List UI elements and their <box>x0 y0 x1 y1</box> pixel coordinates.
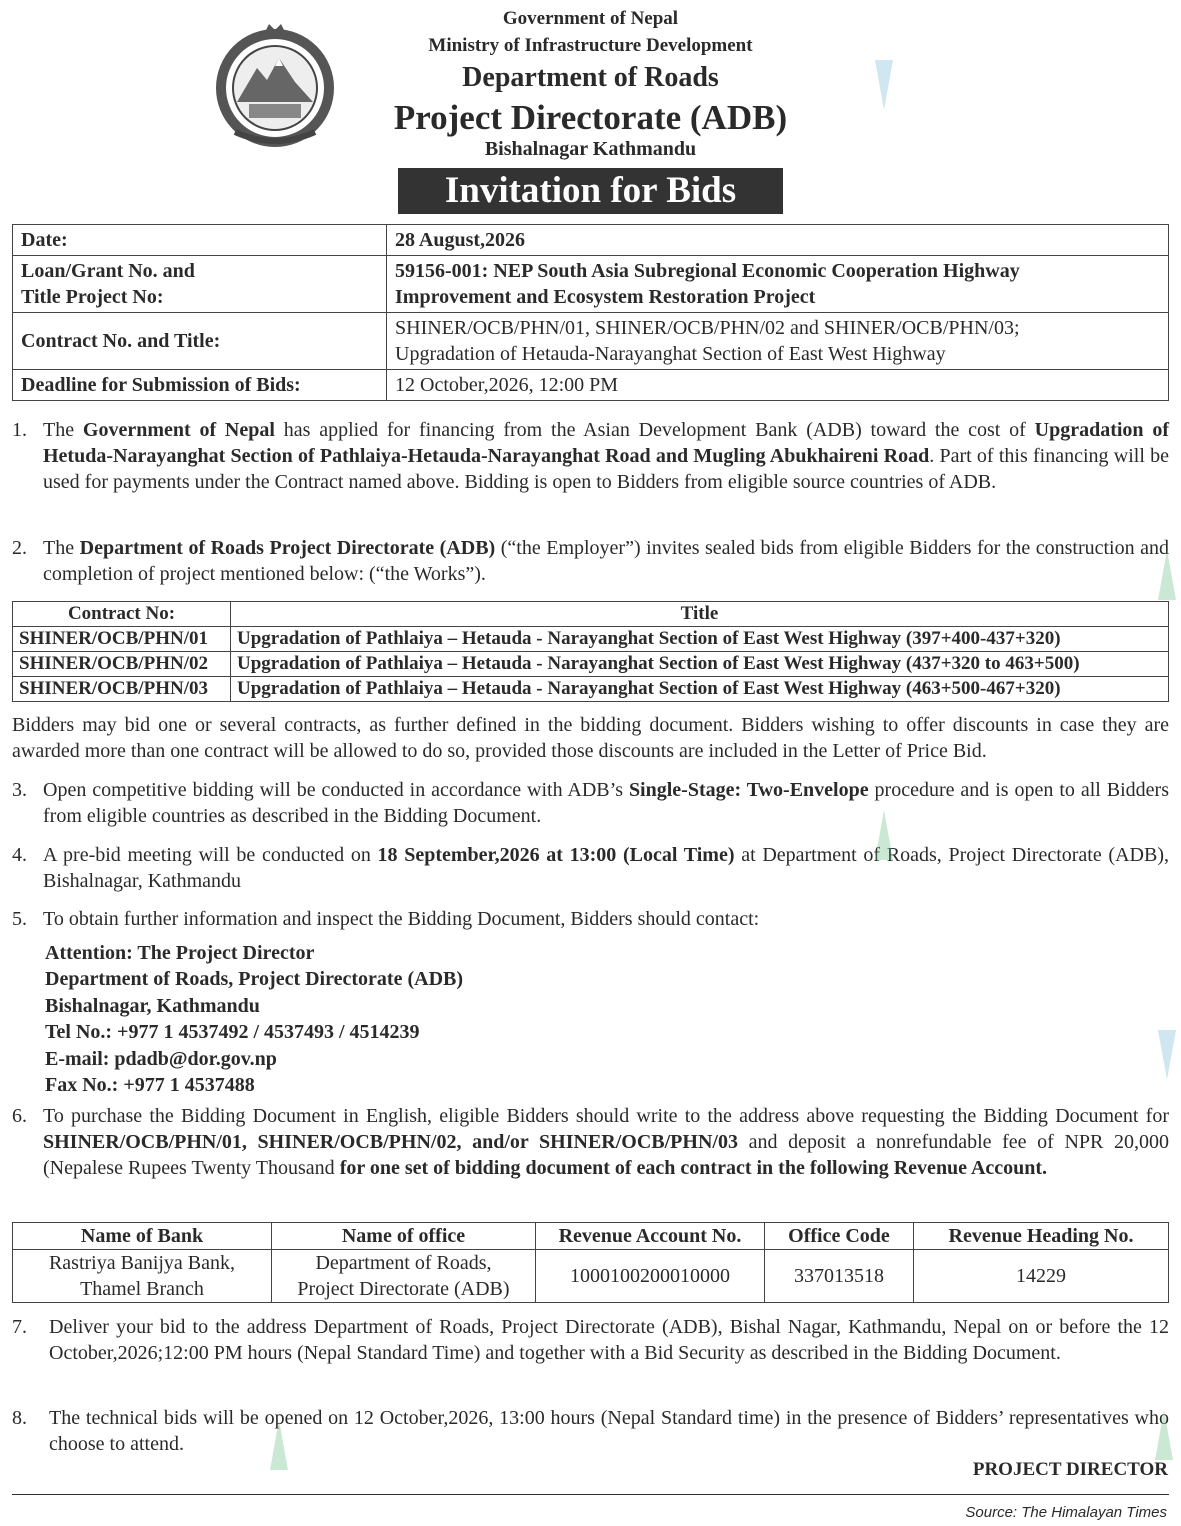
contract-no-cell: SHINER/OCB/PHN/03 <box>13 677 231 702</box>
paragraph-text <box>43 777 1169 829</box>
contact-address: Bishalnagar, Kathmandu <box>45 994 260 1017</box>
loan-value <box>387 256 1169 313</box>
paragraph-number: 3. <box>12 779 27 801</box>
column-header-heading: Revenue Heading No. <box>914 1223 1169 1250</box>
contract-value-line: SHINER/OCB/PHN/01, SHINER/OCB/PHN/02 and SHINER/OCB/PHN/03; <box>395 317 1020 339</box>
text-run-bold: 18 September,2026 at 13:00 (Local Time) <box>377 844 735 866</box>
info-table <box>12 224 1169 401</box>
account-cell: 1000100200010000 <box>536 1250 765 1303</box>
paragraph-1 <box>12 417 1169 495</box>
text-run-bold: for one set of bidding document of each contract in the following Revenue Account. <box>339 1157 1048 1179</box>
column-header-title: Title <box>231 602 1169 627</box>
paragraph-text: Deliver your bid to the address Department of Roads, Project Directorate (ADB), Bishal Nagar, Kathmandu, Nepal on or before the 12 October,2026;12:00 PM hours (Nepal Standard Time) and together with a Bid Security as described in the Bidding Document. <box>49 1316 1169 1364</box>
paragraph-2 <box>12 535 1169 587</box>
office-name-cell <box>272 1250 536 1303</box>
contract-label: Contract No. and Title: <box>13 313 387 370</box>
contact-attention: Attention: The Project Director <box>45 942 315 964</box>
footer-divider <box>12 1494 1169 1495</box>
text-run-bold: Single-Stage: Two-Envelope <box>628 779 869 801</box>
text-run: procedure and is open to all Bidders from eligible countries as described in the Bidding Document. <box>43 779 1169 827</box>
table-row <box>13 256 1169 313</box>
bank-table <box>12 1222 1169 1303</box>
paragraph-7 <box>12 1314 1169 1366</box>
watermark-arrow-icon <box>1158 1010 1176 1080</box>
table-row <box>13 652 1169 677</box>
loan-label-line: Title Project No: <box>21 286 164 308</box>
watermark-arrow-icon <box>270 1420 288 1490</box>
text-run: (“the Employer”) invites sealed bids from eligible Bidders for the construction and completion of project mentioned below: (“the Works”). <box>43 537 1170 585</box>
loan-value-line: 59156-001: NEP South Asia Subregional Economic Cooperation Highway <box>395 260 1020 282</box>
signature: PROJECT DIRECTOR <box>972 1459 1168 1480</box>
watermark-arrow-icon <box>1155 1410 1173 1480</box>
paragraph-number: 4. <box>12 844 27 866</box>
bank-name-line: Thamel Branch <box>80 1278 204 1300</box>
contact-phone: Tel No.: +977 1 4537492 / 4537493 / 4514239 <box>45 1021 420 1044</box>
contract-value-line: Upgradation of Hetauda-Narayanghat Section of East West Highway <box>395 343 946 365</box>
bank-name-cell <box>13 1250 272 1303</box>
text-run: . Part of this financing will be used for payments under the Contract named above. Bidding is open to Bidders from eligible source countries of ADB. <box>43 445 1170 493</box>
paragraph-number: 5. <box>12 908 27 930</box>
header-ministry: Ministry of Infrastructure Development <box>428 35 753 56</box>
paragraph-6 <box>12 1103 1169 1181</box>
contract-title-cell: Upgradation of Pathlaiya – Hetauda - Narayanghat Section of East West Highway (397+400-437+320) <box>231 627 1169 652</box>
loan-label-line: Loan/Grant No. and <box>21 260 195 282</box>
text-run: To purchase the Bidding Document in English, eligible Bidders should write to the address above requesting the Bidding Document for <box>43 1105 1169 1127</box>
source-credit: Source: The Himalayan Times <box>965 1504 1167 1521</box>
header-department: Department of Roads <box>462 62 719 93</box>
loan-label <box>13 256 387 313</box>
header-location: Bishalnagar Kathmandu <box>484 138 697 160</box>
column-header-code: Office Code <box>765 1223 914 1250</box>
paragraph-text: The technical bids will be opened on 12 October,2026, 13:00 hours (Nepal Standard time) in the presence of Bidders’ representatives who choose to attend. <box>49 1407 1169 1455</box>
text-run: has applied for financing from the Asian Development Bank (ADB) toward the cost of <box>274 419 1035 441</box>
contact-block <box>45 940 463 1098</box>
column-header-office: Name of office <box>272 1223 536 1250</box>
bank-name-line: Rastriya Banijya Bank, <box>48 1252 236 1274</box>
contact-fax: Fax No.: +977 1 4537488 <box>45 1074 255 1097</box>
contract-no-cell: SHINER/OCB/PHN/02 <box>13 652 231 677</box>
office-name-line: Department of Roads, <box>315 1252 492 1274</box>
paragraph-text <box>43 535 1169 587</box>
table-header-row <box>13 602 1169 627</box>
header-directorate: Project Directorate (ADB) <box>393 98 788 137</box>
text-run: and deposit a nonrefundable fee of NPR 20,000 (Nepalese Rupees Twenty Thousand <box>43 1131 1169 1179</box>
paragraph-8 <box>12 1405 1169 1457</box>
contact-department: Department of Roads, Project Directorate (ADB) <box>45 968 464 991</box>
text-run: The <box>43 537 80 559</box>
text-run: at Department of Roads, Project Directorate (ADB), Bishalnagar, Kathmandu <box>43 844 1169 892</box>
paragraph-text <box>43 1103 1169 1181</box>
paragraph-number: 1. <box>12 419 27 441</box>
table-row <box>13 225 1169 256</box>
watermark-arrow-icon <box>875 810 893 880</box>
contracts-table <box>12 601 1169 702</box>
loan-value-line: Improvement and Ecosystem Restoration Project <box>395 286 816 308</box>
table-header-row <box>13 1223 1169 1250</box>
column-header-contract-no: Contract No: <box>13 602 231 627</box>
column-header-bank: Name of Bank <box>13 1223 272 1250</box>
text-run-bold: SHINER/OCB/PHN/01, SHINER/OCB/PHN/02, and/or SHINER/OCB/PHN/03 <box>43 1131 738 1153</box>
deadline-label: Deadline for Submission of Bids: <box>13 370 387 401</box>
date-value: 28 August,2026 <box>387 225 1169 256</box>
text-run: The <box>43 419 83 441</box>
table-row <box>13 677 1169 702</box>
paragraph-3 <box>12 777 1169 829</box>
text-run-bold: Government of Nepal <box>82 419 275 441</box>
paragraph-text <box>43 417 1169 495</box>
table-row <box>13 627 1169 652</box>
contract-no-cell: SHINER/OCB/PHN/01 <box>13 627 231 652</box>
column-header-account: Revenue Account No. <box>536 1223 765 1250</box>
paragraph-text: To obtain further information and inspect the Bidding Document, Bidders should contact: <box>43 908 760 930</box>
paragraph-5 <box>12 906 1169 932</box>
header-government: Government of Nepal <box>502 8 679 29</box>
text-run-bold: Department of Roads Project Directorate (ADB) <box>79 537 496 559</box>
contract-title-cell: Upgradation of Pathlaiya – Hetauda - Narayanghat Section of East West Highway (463+500-467+320) <box>231 677 1169 702</box>
office-code-cell: 337013518 <box>765 1250 914 1303</box>
text-run-bold: Upgradation of Hetuda-Narayanghat Section of Pathlaiya-Hetauda-Narayanghat Road and Mugling Abukhaireni Road <box>43 419 1169 467</box>
table-row <box>13 1250 1169 1303</box>
revenue-heading-cell: 14229 <box>914 1250 1169 1303</box>
watermark-arrow-icon <box>875 40 893 110</box>
paragraph-number: 7. <box>12 1316 27 1338</box>
contract-value <box>387 313 1169 370</box>
date-label: Date: <box>13 225 387 256</box>
paragraph-number: 6. <box>12 1105 27 1127</box>
paragraph-number: 2. <box>12 537 27 559</box>
text-run: A pre-bid meeting will be conducted on <box>43 844 378 866</box>
contract-title-cell: Upgradation of Pathlaiya – Hetauda - Narayanghat Section of East West Highway (437+320 to 463+500) <box>231 652 1169 677</box>
paragraph-number: 8. <box>12 1407 27 1429</box>
office-name-line: Project Directorate (ADB) <box>297 1278 510 1300</box>
paragraph-text <box>43 842 1169 894</box>
bidders-note: Bidders may bid one or several contracts, as further defined in the bidding document. Bidders wishing to offer discounts in case they are awarded more than one contract will be allowed to do so, provided those discounts are included in the Letter of Price Bid. <box>12 714 1169 762</box>
watermark-arrow-icon <box>1158 550 1176 620</box>
deadline-value: 12 October,2026, 12:00 PM <box>387 370 1169 401</box>
table-row <box>13 370 1169 401</box>
paragraph-4 <box>12 842 1169 894</box>
table-row <box>13 313 1169 370</box>
text-run: Open competitive bidding will be conducted in accordance with ADB’s <box>43 779 629 801</box>
invitation-banner: Invitation for Bids <box>398 168 783 214</box>
contact-email: E-mail: pdadb@dor.gov.np <box>45 1047 277 1070</box>
